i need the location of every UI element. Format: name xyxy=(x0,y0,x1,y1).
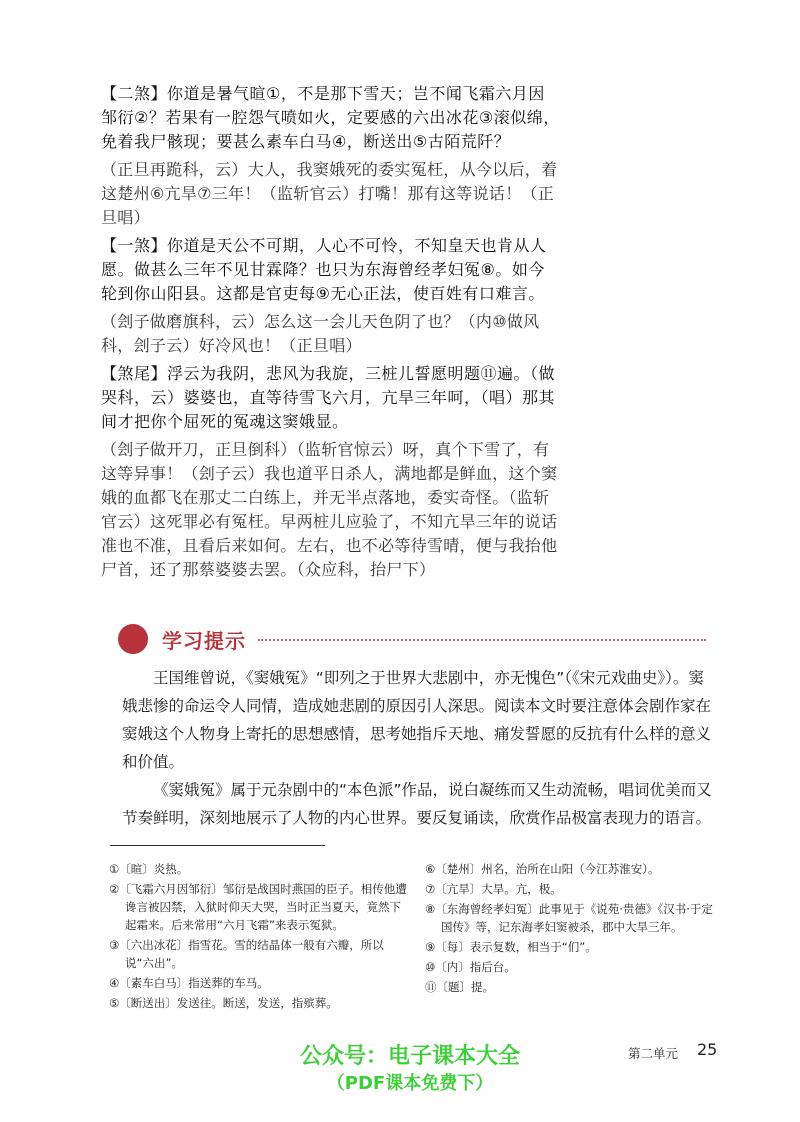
stage-direction: （正旦再跪科，云）大人，我窦娥死的委实冤枉，从今以后，着这楚州⑥亢旱⑦三年！（监斩官云）打嘴！那有这等说话！（正旦唱） xyxy=(101,160,558,227)
footnote: ⑨〔每〕表示复数，相当于“们”。 xyxy=(425,940,597,954)
study-tips-body xyxy=(122,664,712,832)
play-text xyxy=(101,82,561,586)
tips-circle-icon xyxy=(118,624,148,654)
dotted-divider xyxy=(258,639,706,641)
tips-paragraph: 《窦娥冤》属于元杂剧中的“本色派”作品，说白凝练而又生动流畅，唱词优美而又节奏鲜明，深刻地展示了人物的内心世界。要反复诵读，欣赏作品极富表现力的语言。 xyxy=(122,781,712,827)
footnote: ⑩〔内〕指后台。 xyxy=(425,960,516,974)
footnote: ⑤〔断送出〕发送往。断送，发送，指殡葬。 xyxy=(109,996,338,1010)
footnote: ①〔暄〕炎热。 xyxy=(109,862,189,876)
song-yi-sha: 【一煞】你道是天公不可期，人心不可怜，不知皇天也肯从人愿。做甚么三年不见甘霖降？也只为东海曾经孝妇冤⑧。如今轮到你山阳县。这都是官吏每⑨无心正法，使百姓有口难言。 xyxy=(101,236,547,303)
song-sha-wei: 【煞尾】浮云为我阴，悲风为我旋，三桩儿誓愿明题⑪遍。（做哭科，云）婆婆也，直等待雪飞六月，亢旱三年呵，（唱）那其间才把你个屈死的冤魂这窦娥显。 xyxy=(101,364,556,431)
stage-direction: （刽子做磨旗科，云）怎么这一会儿天色阴了也？（内⑩做风科，刽子云）好冷风也！（正旦唱） xyxy=(101,312,540,355)
footnote: ④〔素车白马〕指送葬的车马。 xyxy=(109,976,269,990)
tips-paragraph: 王国维曾说，《窦娥冤》“即列之于世界大悲剧中，亦无愧色”（《宋元戏曲史》）。窦娥悲惨的命运令人同情，造成她悲剧的原因引人深思。阅读本文时要注意体会剧作家在窦娥这个人物身上寄托的思想感情，思考她指斥天地、痛发誓愿的反抗有什么样的意义和价值。 xyxy=(122,669,712,771)
footnote-rule xyxy=(110,845,325,846)
footnotes-right xyxy=(425,860,715,998)
song-er-sha: 【二煞】你道是暑气暄①，不是那下雪天；岂不闻飞霜六月因邹衍②？若果有一腔怨气喷如火，定要感的六出冰花③滚似绵，免着我尸骸现；要甚么素车白马④，断送出⑤古陌荒阡？ xyxy=(101,84,560,151)
page-number: 25 xyxy=(697,1040,718,1059)
study-tips-header xyxy=(118,621,718,657)
stage-direction: （刽子做开刀，正旦倒科）（监斩官惊云）呀，真个下雪了，有这等异事！（刽子云）我也道平日杀人，满地都是鲜血，这个窦娥的血都飞在那丈二白练上，并无半点落地，委实奇怪。（监斩官云）这死罪必有冤枉。早两桩儿应验了，不知亢旱三年的说话准也不准，且看后来如何。左右，也不必等待雪晴，便与我抬他尸首，还了那蔡婆婆去罢。（众应科，抬尸下） xyxy=(101,440,558,579)
footnote: ⑧〔东海曾经孝妇冤〕此事见于《说苑·贵德》《汉书·于定国传》等，记东海孝妇窦被杀，郡中大旱三年。 xyxy=(425,902,713,934)
footer-unit: 第二单元 xyxy=(628,1046,679,1061)
footnote: ⑦〔亢旱〕大旱。亢，极。 xyxy=(425,882,562,896)
watermark xyxy=(220,1043,600,1097)
footnote: ⑥〔楚州〕州名，治所在山阳（今江苏淮安）。 xyxy=(425,862,660,876)
watermark-line: 公众号：电子课本大全 xyxy=(299,1044,520,1069)
footnote: ②〔飞霜六月因邹衍〕邹衍是战国时燕国的臣子。相传他遭谗言被囚禁，入狱时仰天大哭，当时正当夏天，竟然下起霜来。后来常用“六月飞霜”来表示冤狱。 xyxy=(109,882,407,932)
watermark-line: （PDF课本免费下） xyxy=(326,1073,494,1094)
footnote: ③〔六出冰花〕指雪花。雪的结晶体一般有六瓣，所以说“六出”。 xyxy=(109,938,384,970)
tips-title: 学习提示 xyxy=(162,629,246,653)
footnotes-left xyxy=(109,860,409,1014)
footnote: ⑪〔题〕提。 xyxy=(425,980,494,994)
